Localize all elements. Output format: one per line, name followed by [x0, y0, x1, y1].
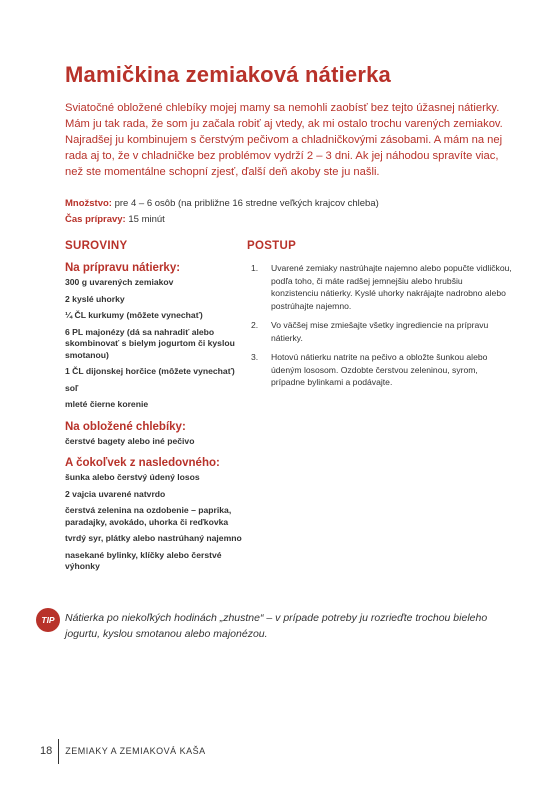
- ingredient-item: nasekané bylinky, klíčky alebo čerstvé výhonky: [65, 549, 222, 571]
- tip-text: Nátierka po niekoľkých hodinách „zhustne“ – v prípade potreby ju rozrieďte trochou bieleho jogurtu, kyslou smotanou alebo majonézou.: [65, 612, 488, 640]
- procedure-step: [247, 351, 512, 389]
- ingredient-item: tvrdý syr, plátky alebo nastrúhaný najemno: [65, 533, 242, 543]
- step-text: Vo väčšej mise zmiešajte všetky ingrediencie na prípravu nátierky.: [271, 320, 489, 343]
- ingredient-list: [65, 277, 250, 411]
- procedure-column: [247, 240, 512, 396]
- amount-line: [65, 196, 379, 212]
- ingredients-column: [65, 240, 250, 583]
- ingredient-item: 300 g uvarených zemiakov: [65, 277, 174, 287]
- step-number: 1.: [251, 263, 259, 273]
- ingredient-item: mleté čierne korenie: [65, 399, 149, 409]
- section-name: ZEMIAKY A ZEMIAKOVÁ KAŠA: [65, 746, 206, 756]
- step-number: 2.: [251, 320, 259, 330]
- step-text: Uvarené zemiaky nastrúhajte najemno alebo popučte vidličkou, podľa toho, či máte radšej jemnejšiu alebo hrubšiu konzistenciu nátierky. Kyslé uhorky nakrájajte nadrobno alebo postrúhajte najemno.: [271, 263, 512, 311]
- step-text: Hotovú nátierku natrite na pečivo a obložte šunkou alebo údeným lososom. Ozdobte čerstvou zeleninou, syrom, prípadne bylinkami a podávajte.: [271, 352, 488, 387]
- ingredient-item: 6 PL majonézy (dá sa nahradiť alebo skombinovať s bielym jogurtom či kyslou smotanou): [65, 326, 235, 360]
- page-number: 18: [40, 745, 53, 757]
- tip-badge-icon: TIP: [36, 608, 60, 632]
- procedure-step: [247, 319, 512, 344]
- ingredient-item: 2 kyslé uhorky: [65, 293, 125, 304]
- time-label: Čas prípravy:: [65, 214, 126, 225]
- time-value: 15 minút: [125, 214, 165, 225]
- recipe-intro: Sviatočné obložené chlebíky mojej mamy sa nemohli zaobísť bez tejto úžasnej nátierky. Mám ju tak rada, že som ju začala robiť aj vtedy, ak mi ostalo trochu varených zemiakov. Najradšej ju kombinujem s čerstvým pečivom a chladničkovými zásobami. A mám na nej rada aj to, že v chladničke bez problémov vydrží 2 – 3 dni. Ak jej náhodou spravíte viac, než ste momentálne schopní zjesť, ďalší deň akoby ste ju našli.: [65, 102, 503, 178]
- page-footer: [40, 743, 206, 759]
- recipe-meta: [65, 196, 379, 228]
- step-number: 3.: [251, 352, 259, 362]
- ingredient-item: 1 ČL dijonskej horčice (môžete vynechať): [65, 366, 235, 376]
- ingredient-list: [65, 472, 250, 573]
- procedure-step: [247, 262, 512, 312]
- procedure-heading: POSTUP: [247, 240, 297, 252]
- ingredient-item: ¼ ČL kurkumy (môžete vynechať): [65, 310, 203, 320]
- ingredient-list: [65, 436, 250, 448]
- ingredient-item: 2 vajcia uvarené natvrdo: [65, 488, 166, 499]
- ingredient-group-title: Na prípravu nátierky:: [65, 262, 181, 274]
- ingredient-group-title: Na obložené chlebíky:: [65, 420, 186, 433]
- amount-label: Množstvo:: [65, 198, 112, 209]
- ingredient-item: soľ: [65, 382, 79, 393]
- ingredient-item: čerstvé bagety alebo iné pečivo: [65, 435, 195, 446]
- recipe-title: Mamičkina zemiaková nátierka: [65, 62, 391, 87]
- footer-divider: [58, 739, 59, 764]
- amount-value: pre 4 – 6 osôb (na približne 16 stredne veľkých krajcov chleba): [111, 198, 379, 209]
- ingredient-group-title: A čokoľvek z nasledovného:: [65, 457, 220, 469]
- ingredient-item: čerstvá zelenina na ozdobenie – paprika, paradajky, avokádo, uhorka či reďkovka: [65, 505, 232, 527]
- ingredients-heading: SUROVINY: [65, 240, 128, 252]
- ingredient-item: šunka alebo čerstvý údený losos: [65, 472, 200, 482]
- procedure-steps: [247, 262, 512, 389]
- time-line: [65, 212, 379, 228]
